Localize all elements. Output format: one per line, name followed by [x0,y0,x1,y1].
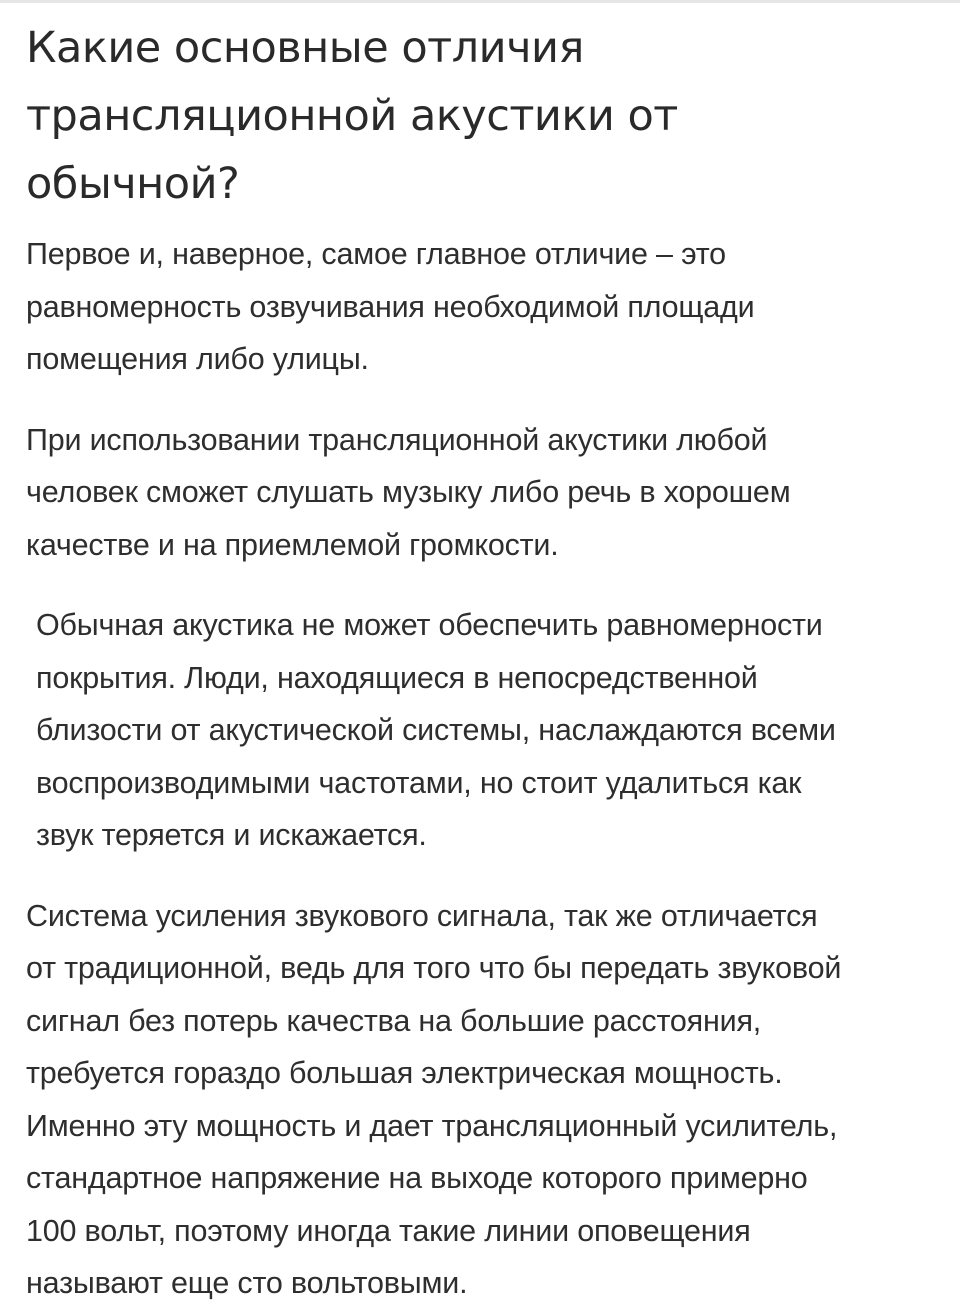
paragraph-line: воспроизводимыми частотами, но стоит удалиться как [36,765,802,800]
paragraph-line: покрытия. Люди, находящиеся в непосредственной [36,660,758,695]
article [26,14,952,1310]
paragraph-line: человек сможет слушать музыку либо речь в хорошем [26,475,791,509]
paragraph-line: звук теряется и искажается. [36,818,427,852]
paragraph-line: от традиционной, ведь для того что бы передать звуковой [26,951,842,985]
paragraph-line: Именно эту мощность и дает трансляционный усилитель, [26,1108,838,1143]
paragraph-line: Обычная акустика не может обеспечить равномерности [36,608,823,642]
paragraph-line: стандартное напряжение на выходе которого примерно [26,1161,808,1195]
paragraph-line: равномерность озвучивания необходимой площади [26,289,755,324]
paragraph-line: 100 вольт, поэтому иногда такие линии оповещения [26,1213,751,1248]
paragraph-line: помещения либо улицы. [26,342,369,376]
paragraph-3 [26,599,952,862]
paragraph-1 [26,228,952,386]
top-divider [0,0,960,3]
paragraph-2 [26,414,952,572]
paragraph-line: Первое и, наверное, самое главное отличие – это [26,237,726,271]
paragraph-line: Система усиления звукового сигнала, так же отличается [26,898,818,933]
paragraph-line: близости от акустической системы, наслаждаются всеми [36,713,836,747]
paragraph-line: При использовании трансляционной акустики любой [26,422,768,457]
paragraph-line: сигнал без потерь качества на большие расстояния, [26,1003,762,1038]
paragraph-line: качестве и на приемлемой громкости. [26,527,559,562]
article-title: Какие основные отличия трансляционной акустики от обычной? [26,23,678,209]
paragraph-line: требуется гораздо большая электрическая мощность. [26,1056,783,1090]
paragraph-line: называют еще сто вольтовыми. [26,1266,468,1300]
paragraph-4 [26,890,952,1310]
